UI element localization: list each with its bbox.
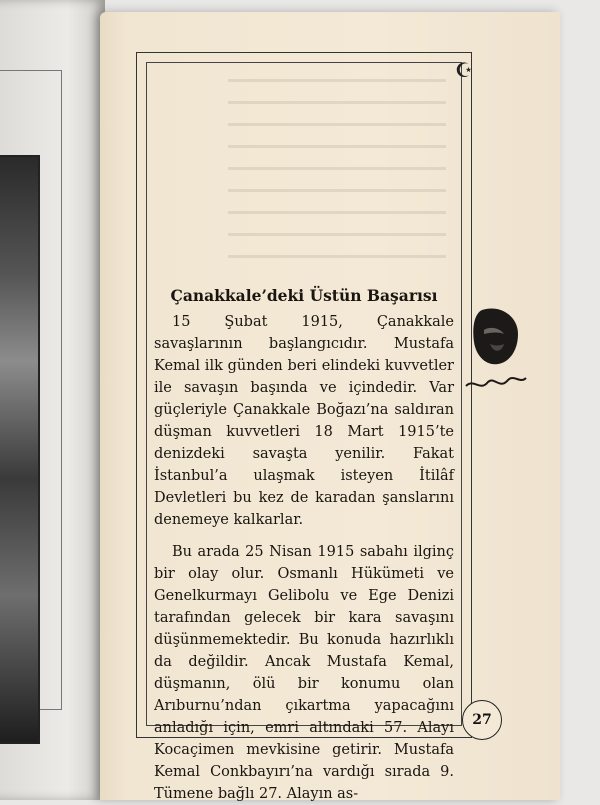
page-number: 27 — [462, 700, 502, 740]
page-text — [154, 285, 454, 805]
crescent-star-icon: ☪ — [455, 58, 473, 82]
previous-page-photo — [0, 155, 40, 744]
previous-page — [0, 0, 105, 800]
portrait-signature-icon — [460, 300, 530, 395]
paragraph-2: Bu arada 25 Nisan 1915 sabahı ilginç bir olay olur. Osmanlı Hükümeti ve Genelkurmayı Gelibolu ve Ege Denizi tarafından gelecek bir kara savaşını düşünmemektedir. Bu konuda hazırlıklı da değildir. Ancak Mustafa Kemal, düşmanın, ölü bir konumu olan Arıburnu’ndan çıkartma yapacağını anladığı için, emri altındaki 57. Alayı Kocaçimen mevkisine getirir. Mustafa Kemal Conkbayırı’na vardığı sırada 9. Tümene bağlı 27. Alayın as- — [154, 544, 454, 802]
section-title: Çanakkale’deki Üstün Başarısı — [170, 286, 438, 305]
show-through-text — [228, 70, 446, 275]
paragraph-1: 15 Şubat 1915, Çanakkale savaşlarının başlangıcıdır. Mustafa Kemal ilk günden beri elindeki kuvvetler ile savaşın başında ve içindedir. Var güçleriyle Çanakkale Boğazı’na saldıran düşman kuvvetleri 18 Mart 1915’te denizdeki savaşta yenilir. Fakat İstanbul’a ulaşmak isteyen İtilâf Devletleri bu kez de karadan şanslarını denemeye kalkarlar. — [154, 314, 454, 528]
